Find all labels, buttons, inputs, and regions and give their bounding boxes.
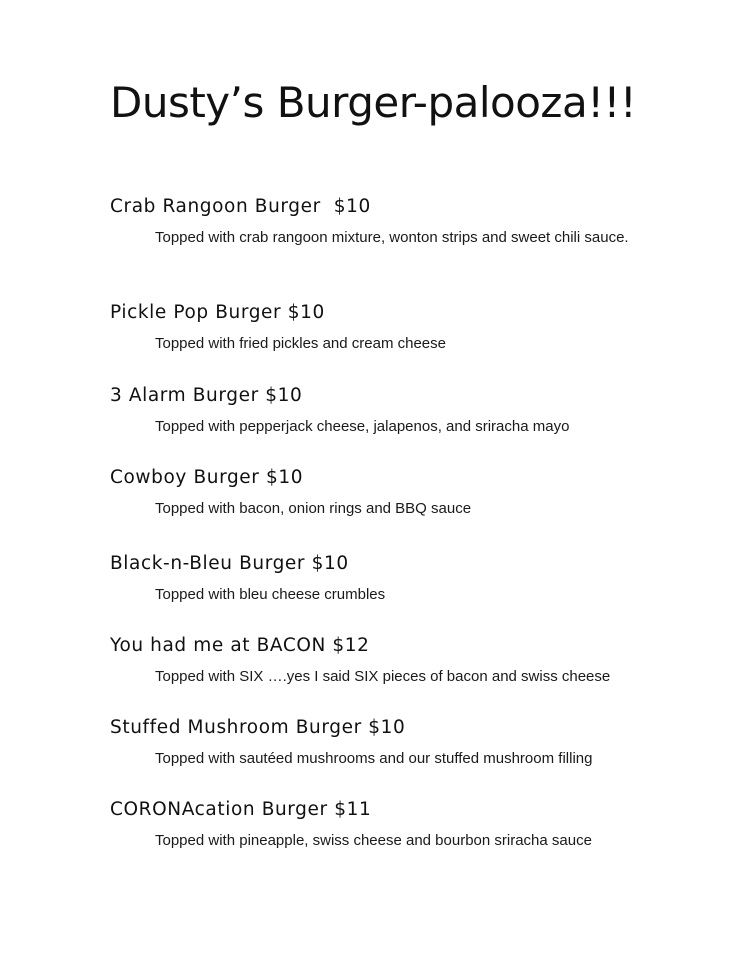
menu-item	[110, 717, 710, 771]
menu-item	[110, 385, 710, 439]
menu-item	[110, 467, 710, 521]
menu-item	[110, 799, 710, 853]
menu-item	[110, 635, 710, 689]
menu-item-description: Topped with pineapple, swiss cheese and bourbon sriracha sauce	[155, 832, 592, 849]
menu-item	[110, 196, 710, 250]
menu-item-description: Topped with sautéed mushrooms and our stuffed mushroom filling	[155, 750, 593, 767]
menu-item-description: Topped with pepperjack cheese, jalapenos, and sriracha mayo	[155, 418, 570, 435]
menu-item	[110, 302, 710, 356]
menu-item-name: 3 Alarm Burger $10	[110, 385, 303, 406]
menu-item-description: Topped with crab rangoon mixture, wonton strips and sweet chili sauce.	[155, 229, 629, 246]
menu-title: Dusty’s Burger-palooza!!!	[110, 78, 637, 127]
menu-item-description: Topped with fried pickles and cream cheese	[155, 335, 446, 352]
menu-item-name: Stuffed Mushroom Burger $10	[110, 717, 406, 738]
menu-item-name: You had me at BACON $12	[110, 635, 370, 656]
menu-item-description: Topped with bacon, onion rings and BBQ sauce	[155, 500, 472, 517]
menu-item	[110, 553, 710, 607]
menu-item-name: Black-n-Bleu Burger $10	[110, 553, 349, 574]
menu-item-name: Cowboy Burger $10	[110, 467, 304, 488]
menu-item-description: Topped with SIX ….yes I said SIX pieces of bacon and swiss cheese	[155, 668, 611, 685]
menu-item-description: Topped with bleu cheese crumbles	[155, 586, 386, 603]
menu-item-name: CORONAcation Burger $11	[110, 799, 372, 820]
menu-item-name: Pickle Pop Burger $10	[110, 302, 325, 323]
menu-item-name: Crab Rangoon Burger $10	[110, 196, 371, 217]
